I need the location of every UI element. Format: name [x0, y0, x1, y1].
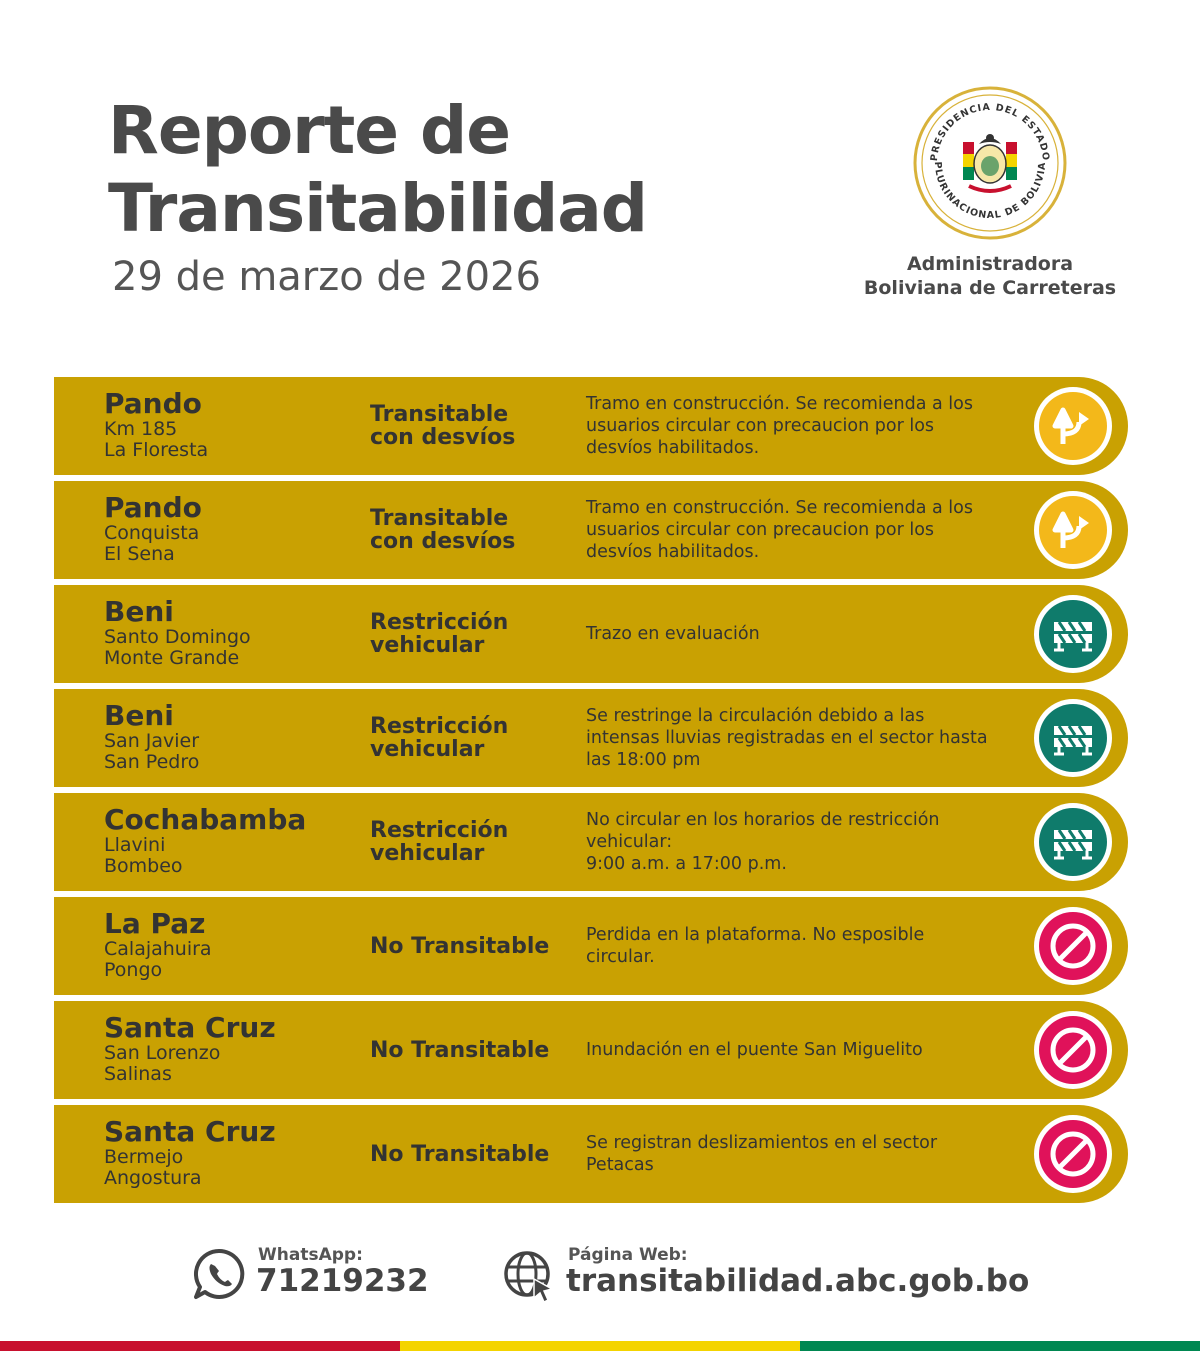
org-name-line-1: Administradora	[906, 253, 1074, 275]
department-name: Pando	[104, 491, 202, 524]
presidential-seal-icon	[913, 86, 1067, 240]
status-line-2: con desvíos	[370, 529, 516, 554]
status-label	[370, 377, 570, 475]
detour-arrow-icon	[1039, 392, 1107, 460]
department-name: Cochabamba	[104, 803, 307, 836]
status-label	[370, 481, 570, 579]
status-line-2: con desvíos	[370, 425, 516, 450]
department-name: Pando	[104, 387, 202, 420]
road-barrier-icon	[1039, 704, 1107, 772]
status-label	[370, 1001, 570, 1099]
department-name: Beni	[104, 595, 174, 628]
place-to: Angostura	[104, 1167, 202, 1189]
report-title	[108, 92, 647, 248]
description-text: Inundación en el puente San Miguelito	[586, 1040, 923, 1060]
org-name-line-2: Boliviana de Carreteras	[863, 277, 1117, 299]
place-to: San Pedro	[104, 751, 200, 773]
status-line-2: vehicular	[370, 841, 485, 866]
place-to: La Floresta	[104, 439, 209, 461]
place-from: Bermejo	[104, 1146, 184, 1168]
department-name: Santa Cruz	[104, 1011, 276, 1044]
place-from: Conquista	[104, 522, 200, 544]
title-line-1: Reporte de	[108, 92, 511, 169]
department-name: Santa Cruz	[104, 1115, 276, 1148]
status-line-1: No Transitable	[370, 933, 550, 959]
place-to: Salinas	[104, 1063, 172, 1085]
status-description	[586, 689, 990, 787]
org-name	[862, 252, 1118, 300]
status-line-2: vehicular	[370, 633, 485, 658]
seal-bottom-text: PLURINACIONAL DE BOLIVIA	[931, 161, 1049, 222]
place-from: Llavini	[104, 834, 166, 856]
whatsapp-label: WhatsApp:	[258, 1245, 363, 1265]
status-description	[586, 585, 990, 683]
road-status-row	[54, 377, 1130, 475]
web-label: Página Web:	[568, 1245, 688, 1265]
road-barrier-icon	[1039, 600, 1107, 668]
location	[104, 493, 364, 565]
status-line-1: Restricción	[370, 714, 509, 739]
location	[104, 389, 364, 461]
location	[104, 597, 364, 669]
place-to: Bombeo	[104, 855, 183, 877]
no-entry-icon	[1039, 1016, 1107, 1084]
place-from: Calajahuira	[104, 938, 212, 960]
status-line-1: Restricción	[370, 818, 509, 843]
place-to: Pongo	[104, 959, 163, 981]
road-status-row	[54, 689, 1130, 787]
location	[104, 805, 364, 877]
description-text: Tramo en construcción. Se recomienda a los usuarios circular con precaucion por los desvíos habilitados.	[586, 498, 973, 562]
place-to: El Sena	[104, 543, 175, 565]
status-line-2: vehicular	[370, 737, 485, 762]
road-status-row	[54, 585, 1130, 683]
description-text: Perdida en la plataforma. No esposible circular.	[586, 925, 925, 967]
road-status-row	[54, 1001, 1130, 1099]
flag-stripe-yellow	[400, 1341, 800, 1351]
status-line-1: No Transitable	[370, 1141, 550, 1167]
place-from: San Javier	[104, 730, 200, 752]
detour-arrow-icon	[1039, 496, 1107, 564]
location	[104, 1117, 364, 1189]
globe-cursor-icon	[502, 1249, 556, 1303]
road-status-row	[54, 793, 1130, 891]
road-barrier-icon	[1039, 808, 1107, 876]
status-description	[586, 377, 990, 475]
flag-stripe-red	[0, 1341, 400, 1351]
flag-stripe-green	[800, 1341, 1200, 1351]
seal-top-text: PRESIDENCIA DEL ESTADO	[928, 101, 1052, 162]
status-line-1: No Transitable	[370, 1037, 550, 1063]
status-line-1: Restricción	[370, 610, 509, 635]
status-label	[370, 793, 570, 891]
status-description	[586, 793, 990, 891]
abc-logo	[862, 86, 1118, 300]
road-status-row	[54, 481, 1130, 579]
description-text: No circular en los horarios de restricción vehicular: 9:00 a.m. a 17:00 p.m.	[586, 810, 940, 874]
place-from: Santo Domingo	[104, 626, 251, 648]
description-text: Tramo en construcción. Se recomienda a los usuarios circular con precaucion por los desvíos habilitados.	[586, 394, 973, 458]
description-text: Se restringe la circulación debido a las intensas lluvias registradas en el sector hasta las 18:00 pm	[586, 706, 988, 770]
whatsapp-icon	[192, 1247, 246, 1301]
description-text: Trazo en evaluación	[586, 624, 760, 644]
report-date: 29 de marzo de 2026	[112, 254, 541, 300]
status-label	[370, 1105, 570, 1203]
status-description	[586, 1105, 990, 1203]
description-text: Se registran deslizamientos en el sector Petacas	[586, 1133, 938, 1175]
title-line-2: Transitabilidad	[108, 170, 647, 247]
road-status-list	[54, 377, 1130, 1209]
location	[104, 909, 364, 981]
whatsapp-number[interactable]: 71219232	[256, 1263, 429, 1299]
place-from: Km 185	[104, 418, 178, 440]
road-status-row	[54, 897, 1130, 995]
department-name: La Paz	[104, 907, 206, 940]
place-from: San Lorenzo	[104, 1042, 221, 1064]
status-line-1: Transitable	[370, 402, 509, 427]
status-description	[586, 1001, 990, 1099]
no-entry-icon	[1039, 1120, 1107, 1188]
status-label	[370, 689, 570, 787]
road-status-row	[54, 1105, 1130, 1203]
department-name: Beni	[104, 699, 174, 732]
status-label	[370, 897, 570, 995]
location	[104, 1013, 364, 1085]
status-label	[370, 585, 570, 683]
status-description	[586, 481, 990, 579]
place-to: Monte Grande	[104, 647, 240, 669]
no-entry-icon	[1039, 912, 1107, 980]
status-description	[586, 897, 990, 995]
web-url-link[interactable]: transitabilidad.abc.gob.bo	[566, 1263, 1030, 1299]
status-line-1: Transitable	[370, 506, 509, 531]
location	[104, 701, 364, 773]
